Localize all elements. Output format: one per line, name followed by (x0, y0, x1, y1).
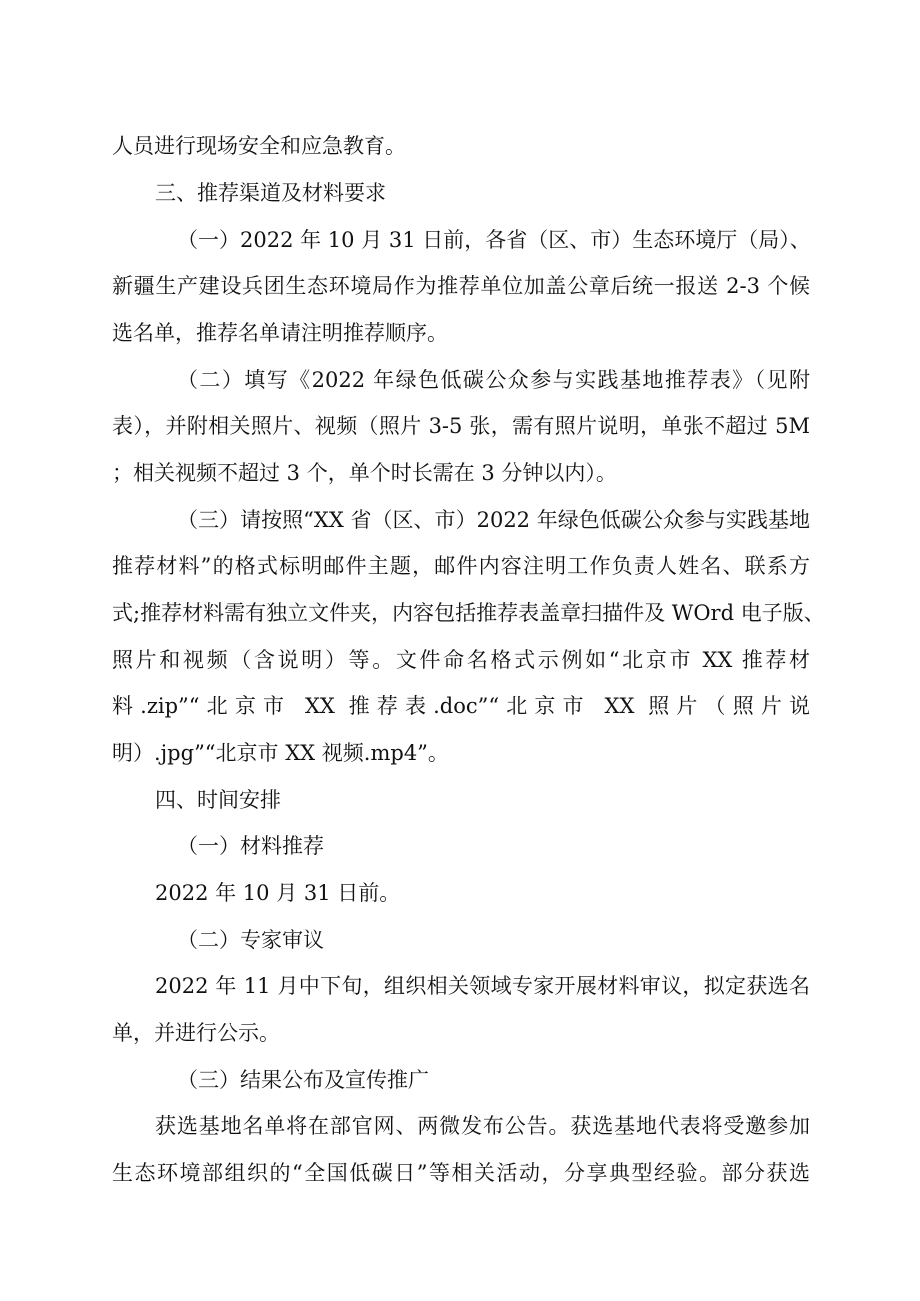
paragraph-line: 料.zip”“北京市 XX 推荐表.doc”“北京市 XX 照片（照片说 (112, 694, 810, 718)
subsection-heading: （一）材料推荐 (177, 834, 324, 858)
subsection-heading: （二）专家审议 (177, 928, 324, 952)
paragraph-line: （二）填写《2022 年绿色低碳公众参与实践基地推荐表》（见附 (177, 368, 810, 392)
section-heading: 三、推荐渠道及材料要求 (155, 181, 386, 205)
paragraph-line: 明）.jpg”“北京市 XX 视频.mp4”。 (112, 741, 449, 765)
paragraph-line: 单，并进行公示。 (112, 1021, 280, 1045)
paragraph-line: 推荐材料”的格式标明邮件主题，邮件内容注明工作负责人姓名、联系方 (112, 554, 810, 578)
paragraph-line: 新疆生产建设兵团生态环境局作为推荐单位加盖公章后统一报送 2-3 个候 (112, 274, 810, 298)
paragraph-line: （三）请按照“XX 省（区、市）2022 年绿色低碳公众参与实践基地 (177, 508, 810, 532)
paragraph-line: 式;推荐材料需有独立文件夹，内容包括推荐表盖章扫描件及 WOrd 电子版、 (112, 601, 825, 625)
paragraph-line: 生态环境部组织的“全国低碳日”等相关活动，分享典型经验。部分获选 (112, 1161, 810, 1185)
paragraph-line: 获选基地名单将在部官网、两微发布公告。获选基地代表将受邀参加 (155, 1114, 810, 1138)
subsection-heading: （三）结果公布及宣传推广 (177, 1068, 429, 1092)
paragraph-line: 2022 年 11 月中下旬，组织相关领域专家开展材料审议，拟定获选名 (155, 974, 810, 998)
paragraph-line: 2022 年 10 月 31 日前。 (155, 881, 401, 905)
paragraph-line: 表），并附相关照片、视频（照片 3-5 张，需有照片说明，单张不超过 5M (112, 414, 810, 438)
paragraph-line: （一）2022 年 10 月 31 日前，各省（区、市）生态环境厅（局）、 (177, 228, 811, 252)
section-heading: 四、时间安排 (155, 788, 281, 812)
paragraph-line: ；相关视频不超过 3 个，单个时长需在 3 分钟以内）。 (112, 461, 617, 485)
paragraph-line: 人员进行现场安全和应急教育。 (112, 134, 406, 158)
paragraph-line: 选名单，推荐名单请注明推荐顺序。 (112, 321, 448, 345)
paragraph-line: 照片和视频（含说明）等。文件命名格式示例如“北京市 XX 推荐材 (112, 648, 810, 672)
